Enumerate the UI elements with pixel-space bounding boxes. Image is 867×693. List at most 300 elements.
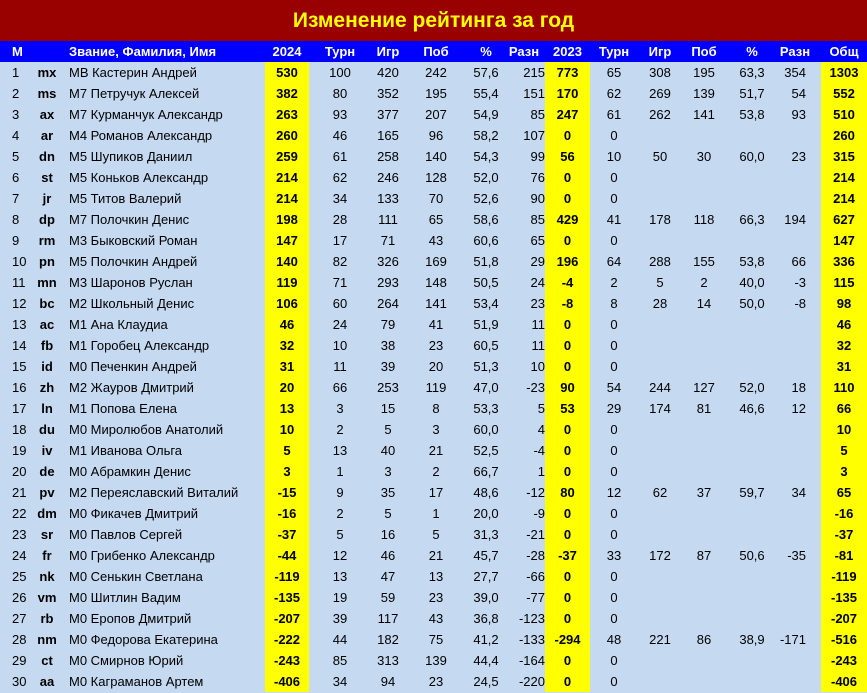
row-num: 14 xyxy=(12,338,27,353)
tournaments-2024: 19 xyxy=(332,590,348,605)
diff-2023 xyxy=(774,566,806,587)
wins-2024: 8 xyxy=(432,401,440,416)
player-code: fb xyxy=(40,338,54,353)
tournaments-2024: 2 xyxy=(336,422,344,437)
tournaments-2023: 2 xyxy=(610,275,618,290)
rating-2024: 20 xyxy=(265,377,309,398)
rating-2024: 260 xyxy=(265,125,309,146)
diff-2024: 76 xyxy=(530,170,545,185)
total-rating: 1303 xyxy=(821,62,867,83)
player-name: М0 Фикачев Дмитрий xyxy=(69,506,198,521)
wins-2024: 75 xyxy=(428,632,444,647)
tournaments-2023: 62 xyxy=(606,86,622,101)
diff-2023: 12 xyxy=(791,401,806,416)
player-name: М1 Ана Клаудиа xyxy=(69,317,168,332)
rating-2023: 53 xyxy=(545,398,590,419)
diff-2024: -66 xyxy=(526,569,545,584)
rating-2023: 56 xyxy=(545,146,590,167)
tournaments-2024: 100 xyxy=(329,65,351,80)
percent-2024: 20,0 xyxy=(473,506,499,521)
tournaments-2023: 0 xyxy=(610,569,618,584)
player-name: М4 Романов Александр xyxy=(69,128,213,143)
diff-2024: 151 xyxy=(523,86,545,101)
diff-2023: 93 xyxy=(791,107,806,122)
total-rating: 31 xyxy=(821,356,867,377)
row-num: 6 xyxy=(12,170,20,185)
tournaments-2023: 0 xyxy=(610,422,618,437)
total-rating: -119 xyxy=(821,566,867,587)
total-rating: -16 xyxy=(821,503,867,524)
wins-2023: 86 xyxy=(696,632,712,647)
percent-2024: 41,2 xyxy=(473,632,499,647)
percent-2024: 52,6 xyxy=(473,191,499,206)
table-row xyxy=(0,104,867,125)
diff-2024: 107 xyxy=(523,128,545,143)
tournaments-2023: 0 xyxy=(610,191,618,206)
row-num: 26 xyxy=(12,590,27,605)
tournaments-2024: 61 xyxy=(332,149,348,164)
player-code: bc xyxy=(39,296,55,311)
wins-2023 xyxy=(686,587,722,608)
total-rating: -243 xyxy=(821,650,867,671)
tournaments-2023: 0 xyxy=(610,611,618,626)
player-name: М3 Шаронов Руслан xyxy=(69,275,193,290)
diff-2023 xyxy=(774,440,806,461)
total-rating: 5 xyxy=(821,440,867,461)
wins-2024: 43 xyxy=(428,233,444,248)
table-row xyxy=(0,62,867,83)
player-code: ln xyxy=(41,401,53,416)
wins-2023 xyxy=(686,566,722,587)
wins-2024: 21 xyxy=(428,548,444,563)
percent-2023: 66,3 xyxy=(739,212,765,227)
row-num: 22 xyxy=(12,506,27,521)
rating-2023: 90 xyxy=(545,377,590,398)
tournaments-2023: 61 xyxy=(606,107,622,122)
games-2023: 308 xyxy=(649,65,671,80)
header-tournaments-2024: Турн xyxy=(324,44,356,59)
percent-2023: 50,6 xyxy=(739,548,765,563)
wins-2024: 17 xyxy=(428,485,444,500)
wins-2023: 81 xyxy=(696,401,712,416)
rating-2023: 0 xyxy=(545,335,590,356)
diff-2024: -21 xyxy=(526,527,545,542)
player-code: ac xyxy=(39,317,55,332)
games-2023: 244 xyxy=(649,380,671,395)
player-name: М2 Жауров Дмитрий xyxy=(69,380,194,395)
games-2023 xyxy=(640,608,680,629)
player-code: ax xyxy=(39,107,55,122)
wins-2023 xyxy=(686,650,722,671)
diff-2023 xyxy=(774,671,806,692)
table-row xyxy=(0,671,867,692)
diff-2024: 65 xyxy=(530,233,545,248)
wins-2024: 5 xyxy=(432,527,440,542)
wins-2023 xyxy=(686,314,722,335)
diff-2023 xyxy=(774,503,806,524)
rating-2024: -222 xyxy=(265,629,309,650)
wins-2023 xyxy=(686,230,722,251)
sheet-title: Изменение рейтинга за год xyxy=(0,0,867,41)
diff-2023 xyxy=(774,335,806,356)
games-2024: 264 xyxy=(377,296,399,311)
percent-2024: 51,8 xyxy=(473,254,499,269)
tournaments-2024: 28 xyxy=(332,212,348,227)
total-rating: 336 xyxy=(821,251,867,272)
player-code: de xyxy=(39,464,55,479)
tournaments-2023: 0 xyxy=(610,674,618,689)
percent-2024: 39,0 xyxy=(473,590,499,605)
percent-2023 xyxy=(730,671,774,692)
table-row xyxy=(0,608,867,629)
total-rating: 510 xyxy=(821,104,867,125)
header-games-2023: Игр xyxy=(648,44,672,59)
header-tournaments-2023: Турн xyxy=(598,44,630,59)
wins-2023 xyxy=(686,608,722,629)
games-2024: 313 xyxy=(377,653,399,668)
tournaments-2024: 66 xyxy=(332,380,348,395)
table-row xyxy=(0,503,867,524)
total-rating: 65 xyxy=(821,482,867,503)
percent-2024: 48,6 xyxy=(473,485,499,500)
diff-2024: -28 xyxy=(526,548,545,563)
player-code: jr xyxy=(42,191,52,206)
tournaments-2023: 10 xyxy=(606,149,622,164)
rating-2024: -135 xyxy=(265,587,309,608)
rating-2024: 10 xyxy=(265,419,309,440)
games-2024: 182 xyxy=(377,632,399,647)
percent-2023 xyxy=(730,167,774,188)
tournaments-2023: 54 xyxy=(606,380,622,395)
player-name: М0 Еропов Дмитрий xyxy=(69,611,192,626)
player-name: М5 Титов Валерий xyxy=(69,191,182,206)
percent-2023: 38,9 xyxy=(739,632,765,647)
games-2023: 288 xyxy=(649,254,671,269)
table-row xyxy=(0,482,867,503)
total-rating: 552 xyxy=(821,83,867,104)
rating-2023: 0 xyxy=(545,419,590,440)
diff-2024: -133 xyxy=(518,632,545,647)
games-2024: 79 xyxy=(380,317,396,332)
games-2024: 59 xyxy=(380,590,396,605)
total-rating: -516 xyxy=(821,629,867,650)
games-2023: 172 xyxy=(649,548,671,563)
total-rating: -207 xyxy=(821,608,867,629)
row-num: 13 xyxy=(12,317,27,332)
percent-2023: 53,8 xyxy=(739,107,765,122)
tournaments-2023: 0 xyxy=(610,233,618,248)
rating-2024: 13 xyxy=(265,398,309,419)
player-name: М0 Грибенко Александр xyxy=(69,548,215,563)
player-code: dn xyxy=(39,149,55,164)
diff-2023: -171 xyxy=(779,632,806,647)
row-num: 19 xyxy=(12,443,27,458)
player-code: ct xyxy=(41,653,53,668)
rating-2023: 0 xyxy=(545,671,590,692)
wins-2023: 155 xyxy=(693,254,715,269)
rating-2024: -37 xyxy=(265,524,309,545)
player-code: pn xyxy=(39,254,55,269)
percent-2024: 60,6 xyxy=(473,233,499,248)
player-code: nk xyxy=(39,569,55,584)
percent-2024: 53,4 xyxy=(473,296,499,311)
percent-2023 xyxy=(730,335,774,356)
rating-2024: 382 xyxy=(265,83,309,104)
rating-2023: -37 xyxy=(545,545,590,566)
diff-2023: 54 xyxy=(791,86,806,101)
rating-2024: -207 xyxy=(265,608,309,629)
games-2023 xyxy=(640,566,680,587)
diff-2024: 24 xyxy=(530,275,545,290)
percent-2023 xyxy=(730,566,774,587)
table-row xyxy=(0,650,867,671)
games-2023 xyxy=(640,335,680,356)
wins-2024: 65 xyxy=(428,212,444,227)
row-num: 15 xyxy=(12,359,27,374)
games-2023 xyxy=(640,419,680,440)
rating-2023: 0 xyxy=(545,524,590,545)
games-2023: 174 xyxy=(649,401,671,416)
table-row xyxy=(0,356,867,377)
diff-2023 xyxy=(774,650,806,671)
diff-2024: 11 xyxy=(531,317,545,332)
tournaments-2024: 24 xyxy=(332,317,348,332)
table-row xyxy=(0,293,867,314)
rating-2024: 214 xyxy=(265,188,309,209)
games-2023 xyxy=(640,125,680,146)
header-diff-2024: Разн xyxy=(508,44,540,59)
percent-2023 xyxy=(730,125,774,146)
row-num: 7 xyxy=(12,191,20,206)
header-name: Звание, Фамилия, Имя xyxy=(69,44,217,59)
table-row xyxy=(0,629,867,650)
games-2024: 377 xyxy=(377,107,399,122)
wins-2024: 41 xyxy=(428,317,444,332)
games-2023: 50 xyxy=(652,149,668,164)
player-name: МВ Кастерин Андрей xyxy=(69,65,197,80)
player-name: М0 Каграманов Артем xyxy=(69,674,204,689)
row-num: 5 xyxy=(12,149,20,164)
percent-2023: 46,6 xyxy=(739,401,765,416)
table-row xyxy=(0,251,867,272)
games-2024: 94 xyxy=(380,674,396,689)
games-2023 xyxy=(640,230,680,251)
diff-2024: -4 xyxy=(533,443,545,458)
player-code: rb xyxy=(40,611,54,626)
tournaments-2024: 93 xyxy=(332,107,348,122)
percent-2024: 58,2 xyxy=(473,128,499,143)
tournaments-2024: 34 xyxy=(332,674,348,689)
tournaments-2024: 1 xyxy=(336,464,344,479)
player-name: М7 Петручук Алексей xyxy=(69,86,200,101)
wins-2024: 207 xyxy=(425,107,447,122)
total-rating: 315 xyxy=(821,146,867,167)
percent-2024: 36,8 xyxy=(473,611,499,626)
games-2023 xyxy=(640,524,680,545)
player-code: ms xyxy=(37,86,57,101)
percent-2023: 52,0 xyxy=(739,380,765,395)
table-row xyxy=(0,230,867,251)
player-name: М2 Школьный Денис xyxy=(69,296,195,311)
player-code: mn xyxy=(37,275,57,290)
rating-2023: 0 xyxy=(545,650,590,671)
header-diff-2023: Разн xyxy=(779,44,811,59)
tournaments-2024: 71 xyxy=(332,275,348,290)
rating-2023: 196 xyxy=(545,251,590,272)
player-code: dp xyxy=(39,212,55,227)
percent-2024: 24,5 xyxy=(473,674,499,689)
games-2024: 3 xyxy=(384,464,392,479)
table-row xyxy=(0,125,867,146)
diff-2024: -23 xyxy=(526,380,545,395)
wins-2024: 242 xyxy=(425,65,447,80)
diff-2024: 215 xyxy=(523,65,545,80)
percent-2023 xyxy=(730,440,774,461)
games-2024: 71 xyxy=(380,233,396,248)
player-name: М7 Курманчук Александр xyxy=(69,107,223,122)
rating-2023: 429 xyxy=(545,209,590,230)
tournaments-2024: 44 xyxy=(332,632,348,647)
diff-2023 xyxy=(774,356,806,377)
diff-2024: 5 xyxy=(537,401,545,416)
player-name: М0 Федорова Екатерина xyxy=(69,632,218,647)
games-2024: 39 xyxy=(380,359,396,374)
total-rating: 66 xyxy=(821,398,867,419)
table-row xyxy=(0,587,867,608)
diff-2023 xyxy=(774,167,806,188)
player-code: st xyxy=(41,170,53,185)
percent-2023: 51,7 xyxy=(739,86,765,101)
games-2024: 293 xyxy=(377,275,399,290)
tournaments-2024: 46 xyxy=(332,128,348,143)
player-code: vm xyxy=(37,590,57,605)
rating-2023: 0 xyxy=(545,503,590,524)
wins-2024: 13 xyxy=(428,569,444,584)
diff-2023: 194 xyxy=(784,212,806,227)
games-2024: 420 xyxy=(377,65,399,80)
percent-2024: 52,5 xyxy=(473,443,499,458)
table-row xyxy=(0,440,867,461)
table-row xyxy=(0,314,867,335)
table-row xyxy=(0,188,867,209)
wins-2024: 3 xyxy=(432,422,440,437)
total-rating: -81 xyxy=(821,545,867,566)
games-2023 xyxy=(640,650,680,671)
games-2023 xyxy=(640,188,680,209)
games-2023: 262 xyxy=(649,107,671,122)
rating-2024: 31 xyxy=(265,356,309,377)
rating-2023: -4 xyxy=(545,272,590,293)
wins-2023 xyxy=(686,461,722,482)
games-2023 xyxy=(640,356,680,377)
tournaments-2024: 34 xyxy=(332,191,348,206)
diff-2023 xyxy=(774,188,806,209)
player-code: nm xyxy=(37,632,57,647)
percent-2023 xyxy=(730,587,774,608)
table-row xyxy=(0,377,867,398)
rating-2024: 198 xyxy=(265,209,309,230)
percent-2023: 50,0 xyxy=(739,296,765,311)
wins-2023: 141 xyxy=(693,107,715,122)
wins-2024: 96 xyxy=(428,128,444,143)
games-2023: 269 xyxy=(649,86,671,101)
wins-2023: 195 xyxy=(693,65,715,80)
diff-2024: 29 xyxy=(530,254,545,269)
percent-2023 xyxy=(730,230,774,251)
wins-2024: 70 xyxy=(428,191,444,206)
tournaments-2024: 82 xyxy=(332,254,348,269)
player-code: id xyxy=(41,359,53,374)
rating-2023: 0 xyxy=(545,587,590,608)
diff-2023: 23 xyxy=(791,149,806,164)
tournaments-2023: 0 xyxy=(610,590,618,605)
total-rating: 214 xyxy=(821,167,867,188)
percent-2024: 54,3 xyxy=(473,149,499,164)
tournaments-2024: 5 xyxy=(336,527,344,542)
games-2024: 117 xyxy=(377,611,399,626)
games-2024: 46 xyxy=(380,548,396,563)
header-total: Общ xyxy=(829,44,859,59)
percent-2024: 55,4 xyxy=(473,86,499,101)
tournaments-2024: 13 xyxy=(332,569,348,584)
diff-2023 xyxy=(774,125,806,146)
tournaments-2023: 0 xyxy=(610,317,618,332)
tournaments-2024: 9 xyxy=(336,485,344,500)
diff-2024: -9 xyxy=(533,506,545,521)
diff-2024: 11 xyxy=(531,338,545,353)
wins-2024: 23 xyxy=(428,338,444,353)
rating-2023: 773 xyxy=(545,62,590,83)
total-rating: 147 xyxy=(821,230,867,251)
games-2024: 38 xyxy=(380,338,396,353)
wins-2023 xyxy=(686,167,722,188)
games-2024: 352 xyxy=(377,86,399,101)
diff-2024: 1 xyxy=(537,464,545,479)
percent-2023 xyxy=(730,356,774,377)
player-code: ar xyxy=(40,128,54,143)
row-num: 29 xyxy=(12,653,27,668)
wins-2024: 128 xyxy=(425,170,447,185)
rating-2023: 0 xyxy=(545,440,590,461)
games-2024: 5 xyxy=(384,422,392,437)
wins-2024: 43 xyxy=(428,611,444,626)
rating-2024: 5 xyxy=(265,440,309,461)
diff-2023 xyxy=(774,230,806,251)
player-name: М0 Шитлин Вадим xyxy=(69,590,181,605)
diff-2023: 66 xyxy=(791,254,806,269)
percent-2024: 58,6 xyxy=(473,212,499,227)
diff-2023 xyxy=(774,314,806,335)
row-num: 4 xyxy=(12,128,20,143)
wins-2023 xyxy=(686,188,722,209)
rating-2024: 140 xyxy=(265,251,309,272)
player-code: du xyxy=(39,422,55,437)
tournaments-2023: 12 xyxy=(606,485,622,500)
player-code: dm xyxy=(37,506,57,521)
player-code: rm xyxy=(38,233,56,248)
total-rating: 10 xyxy=(821,419,867,440)
total-rating: 98 xyxy=(821,293,867,314)
games-2023 xyxy=(640,503,680,524)
total-rating: 46 xyxy=(821,314,867,335)
player-name: М0 Абрамкин Денис xyxy=(69,464,191,479)
diff-2024: 99 xyxy=(530,149,545,164)
diff-2024: 90 xyxy=(530,191,545,206)
games-2023 xyxy=(640,587,680,608)
wins-2023 xyxy=(686,503,722,524)
percent-2024: 50,5 xyxy=(473,275,499,290)
table-row xyxy=(0,398,867,419)
